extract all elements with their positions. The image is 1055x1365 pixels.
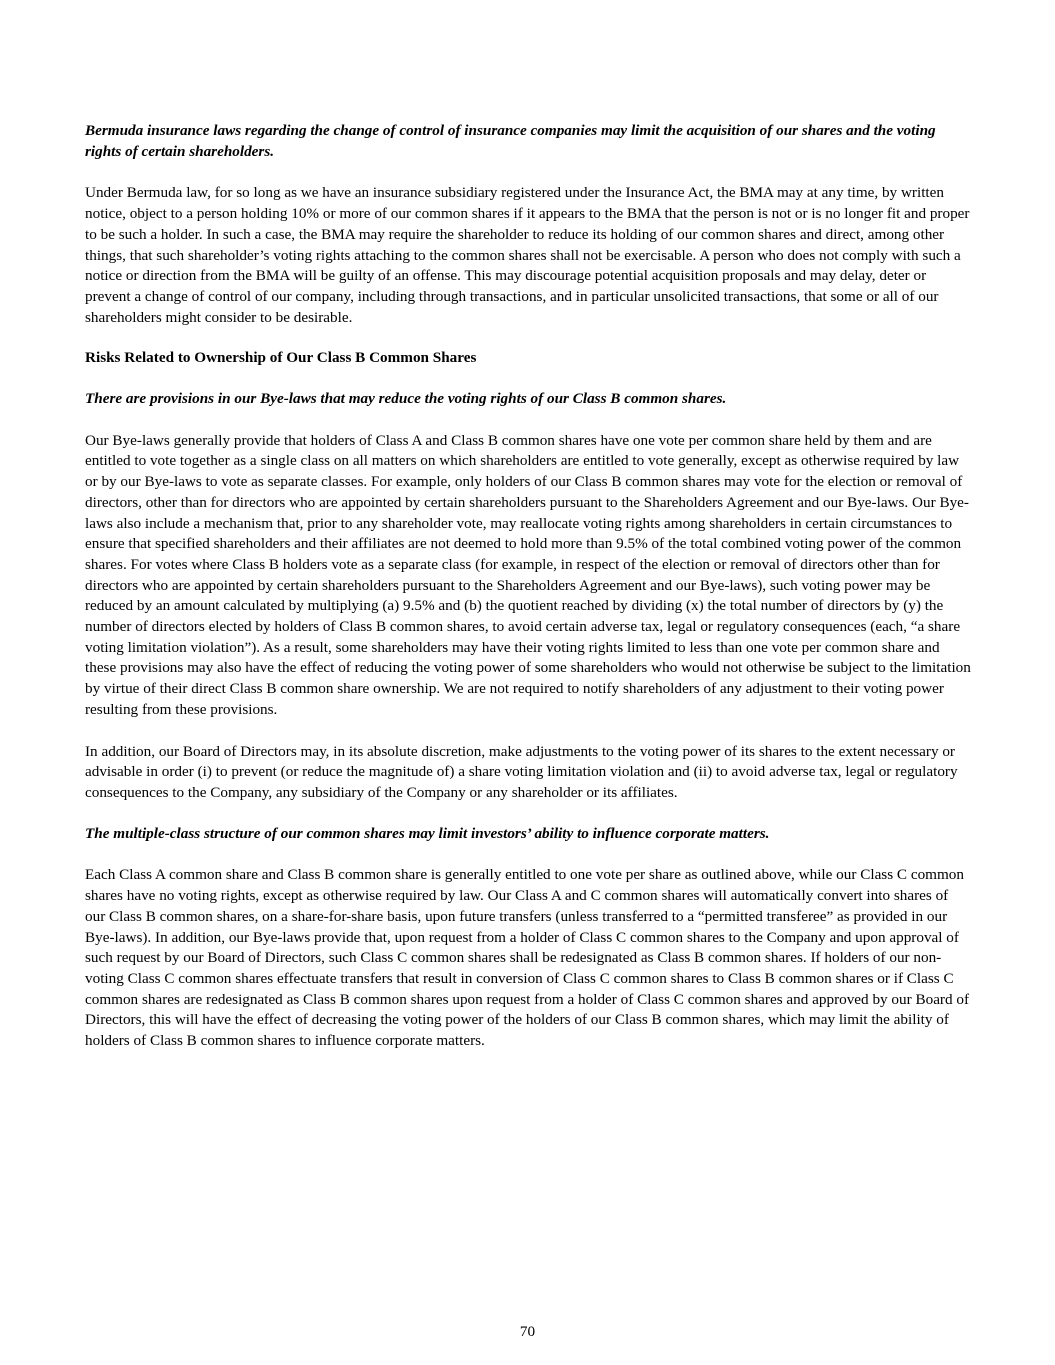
multiple-class-heading: The multiple-class structure of our common shares may limit investors’ ability to influence corporate matters. [85, 824, 770, 842]
document-body [85, 121, 971, 1052]
bermuda-insurance-paragraph: Under Bermuda law, for so long as we have an insurance subsidiary registered under the Insurance Act, the BMA may at any time, by written notice, object to a person holding 10% or more of our common shares if it appears to the BMA that the person is not or is no longer fit and proper to be such a holder. In such a case, the BMA may require the shareholder to reduce its holding of our common shares and direct, among other things, that such shareholder’s voting rights attaching to the common shares shall not be exercisable. A person who does not comply with such a notice or direction from the BMA will be guilty of an offense. This may discourage potential acquisition proposals and may delay, deter or prevent a change of control of our company, including through transactions, and in particular unsolicited transactions, that some or all of our shareholders might consider to be desirable. [85, 184, 970, 326]
multiple-class-paragraph: Each Class A common share and Class B common share is generally entitled to one vote per share as outlined above, while our Class C common shares have no voting rights, except as otherwise required by law. Our Class A and C common shares will automatically convert into shares of our Class B common shares, on a share-for-share basis, upon future transfers (unless transferred to a “permitted transferee” as provided in our Bye-laws). In addition, our Bye-laws provide that, upon request from a holder of Class C common shares to the Company and upon approval of such request by our Board of Directors, such Class C common shares shall be redesignated as Class B common shares. If holders of our non-voting Class C common shares effectuate transfers that result in conversion of Class C common shares to Class B common shares or if Class C common shares are redesignated as Class B common shares upon request from a holder of Class C common shares and approved by our Board of Directors, this will have the effect of decreasing the voting power of the holders of our Class B common shares, which may limit the ability of holders of Class B common shares to influence corporate matters. [85, 866, 970, 1050]
bermuda-insurance-heading: Bermuda insurance laws regarding the change of control of insurance companies may limit the acquisition of our shares and the voting rights of certain shareholders. [85, 122, 936, 160]
bye-laws-voting-heading: There are provisions in our Bye-laws that may reduce the voting rights of our Class B common shares. [85, 390, 727, 408]
bye-laws-paragraph-1: Our Bye-laws generally provide that holders of Class A and Class B common shares have one vote per common share held by them and are entitled to vote together as a single class on all matters on which shareholders are entitled to vote generally, except as otherwise required by law or by our Bye-laws to vote as separate classes. For example, only holders of our Class B common shares may vote for the election or removal of directors, other than for directors who are appointed by certain shareholders pursuant to the Shareholders Agreement and our Bye-laws. Our Bye-laws also include a mechanism that, prior to any shareholder vote, may reallocate voting rights among shareholders in certain circumstances to ensure that specified shareholders and their affiliates are not deemed to hold more than 9.5% of the total combined voting power of the common shares. For votes where Class B holders vote as a separate class (for example, in respect of the election or removal of directors other than for directors who are appointed by certain shareholders pursuant to the Shareholders Agreement and our Bye-laws), such voting power may be reduced by an amount calculated by multiplying (a) 9.5% and (b) the quotient reached by dividing (x) the total number of directors by (y) the number of directors elected by holders of Class B common shares, to avoid certain adverse tax, legal or regulatory consequences (each, “a share voting limitation violation”). As a result, some shareholders may have their voting rights limited to less than one vote per common share and these provisions may also have the effect of reducing the voting power of some shareholders who would not otherwise be subject to the limitation by virtue of their direct Class B common share ownership. We are not required to notify shareholders of any adjustment to their voting power resulting from these provisions. [85, 431, 971, 718]
bye-laws-paragraph-2: In addition, our Board of Directors may, in its absolute discretion, make adjustments to the voting power of its shares to the extent necessary or advisable in order (i) to prevent (or reduce the magnitude of) a share voting limitation violation and (ii) to avoid adverse tax, legal or regulatory consequences to the Company, any subsidiary of the Company or any shareholder or its affiliates. [85, 742, 958, 801]
risks-class-b-heading: Risks Related to Ownership of Our Class B Common Shares [85, 349, 477, 367]
page-number: 70 [519, 1323, 536, 1340]
